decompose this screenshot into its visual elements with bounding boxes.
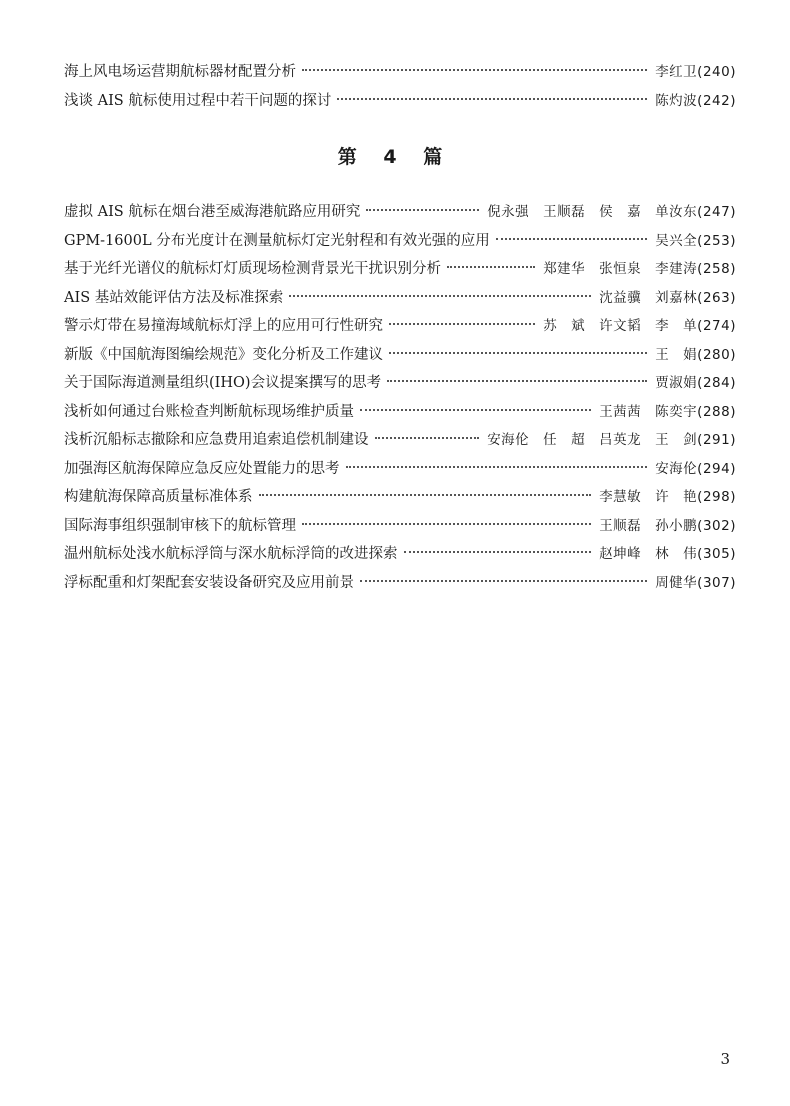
- toc-entry-title: 海上风电场运营期航标器材配置分析: [64, 64, 296, 80]
- toc-dot-leader: [289, 295, 591, 297]
- toc-entry-title: 警示灯带在易撞海域航标灯浮上的应用可行性研究: [64, 318, 383, 334]
- toc-entry-title: 新版《中国航海图编绘规范》变化分析及工作建议: [64, 346, 383, 363]
- toc-entry: [64, 227, 736, 256]
- toc-entry-title: 温州航标处浅水航标浮筒与深水航标浮筒的改进探索: [64, 546, 398, 562]
- toc-entry-authors: 安海伦(294): [655, 460, 736, 477]
- toc-entry-title: 加强海区航海保障应急反应处置能力的思考: [64, 460, 340, 477]
- toc-entry-authors: 周健华(307): [655, 574, 736, 591]
- toc-dot-leader: [360, 580, 647, 582]
- toc-entry-title: 浮标配重和灯架配套安装设备研究及应用前景: [64, 574, 354, 591]
- toc-entry-authors: 王顺磊 孙小鹏(302): [599, 517, 736, 534]
- toc-entry-title: 关于国际海道测量组织(IHO)会议提案撰写的思考: [64, 375, 382, 391]
- toc-entry-title: 虚拟 AIS 航标在烟台港至威海港航路应用研究: [64, 204, 361, 220]
- section-heading: 第 4 篇: [337, 146, 453, 168]
- toc-entry: [64, 255, 736, 284]
- toc-entry-authors: 郑建华 张恒泉 李建涛(258): [543, 261, 736, 277]
- toc-entry: [64, 483, 736, 512]
- toc-entry-title: 浅析如何通过台账检查判断航标现场维护质量: [64, 403, 354, 420]
- toc-dot-leader: [302, 523, 591, 525]
- toc-entry-authors: 安海伦 任 超 吕英龙 王 剑(291): [487, 432, 736, 448]
- toc-entry-title: 浅析沉船标志撤除和应急费用追索追偿机制建设: [64, 432, 369, 448]
- toc-entry-authors: 李慧敏 许 艳(298): [599, 489, 736, 505]
- toc-dot-leader: [302, 69, 647, 71]
- toc-entry: [64, 87, 736, 116]
- toc-entry-authors: 倪永强 王顺磊 侯 嘉 单汝东(247): [487, 204, 736, 220]
- toc-dot-leader: [387, 380, 647, 382]
- toc-entry: [64, 341, 736, 370]
- toc-entry-title: GPM-1600L 分布光度计在测量航标灯定光射程和有效光强的应用: [64, 232, 490, 249]
- toc-dot-leader: [496, 238, 647, 240]
- toc-entry-title: 基于光纤光谱仪的航标灯灯质现场检测背景光干扰识别分析: [64, 261, 441, 277]
- toc-entry-authors: 陈灼波(242): [655, 92, 736, 109]
- toc-entry-authors: 贾淑娟(284): [655, 375, 736, 391]
- toc-entry-authors: 苏 斌 许文韬 李 单(274): [543, 318, 736, 334]
- toc-entry-authors: 李红卫(240): [655, 64, 736, 80]
- toc-entry-title: 国际海事组织强制审核下的航标管理: [64, 517, 296, 534]
- toc-dot-leader: [389, 323, 535, 325]
- toc-dot-leader: [346, 466, 648, 468]
- toc-dot-leader: [360, 409, 591, 411]
- toc-entry: [64, 540, 736, 569]
- toc-dot-leader: [404, 551, 592, 553]
- toc-dot-leader: [337, 98, 647, 100]
- toc-entry: [64, 398, 736, 427]
- page-number: 3: [720, 1050, 730, 1068]
- toc-dot-leader: [366, 209, 479, 211]
- toc-entry: [64, 569, 736, 598]
- toc-entry: [64, 512, 736, 541]
- toc-entry-authors: 沈益骥 刘嘉林(263): [599, 289, 736, 306]
- toc-entry: [64, 426, 736, 455]
- toc-dot-leader: [447, 266, 535, 268]
- toc-main-section: [64, 198, 736, 597]
- toc-dot-leader: [389, 352, 647, 354]
- toc-entry: [64, 198, 736, 227]
- toc-entry-authors: 赵坤峰 林 伟(305): [599, 546, 736, 562]
- toc-entry: [64, 312, 736, 341]
- toc-entry: [64, 58, 736, 87]
- toc-dot-leader: [259, 494, 592, 496]
- toc-dot-leader: [375, 437, 480, 439]
- toc-entry-authors: 吴兴全(253): [655, 232, 736, 249]
- toc-entry: [64, 284, 736, 313]
- toc-entry: [64, 369, 736, 398]
- toc-entry-authors: 王 娟(280): [655, 346, 736, 363]
- toc-entry: [64, 455, 736, 484]
- toc-entry-title: AIS 基站效能评估方法及标准探索: [64, 289, 284, 306]
- toc-entry-title: 构建航海保障高质量标准体系: [64, 489, 253, 505]
- toc-entry-authors: 王茜茜 陈奕宇(288): [599, 403, 736, 420]
- toc-top-section: [64, 58, 736, 115]
- toc-entry-title: 浅谈 AIS 航标使用过程中若干问题的探讨: [64, 92, 332, 109]
